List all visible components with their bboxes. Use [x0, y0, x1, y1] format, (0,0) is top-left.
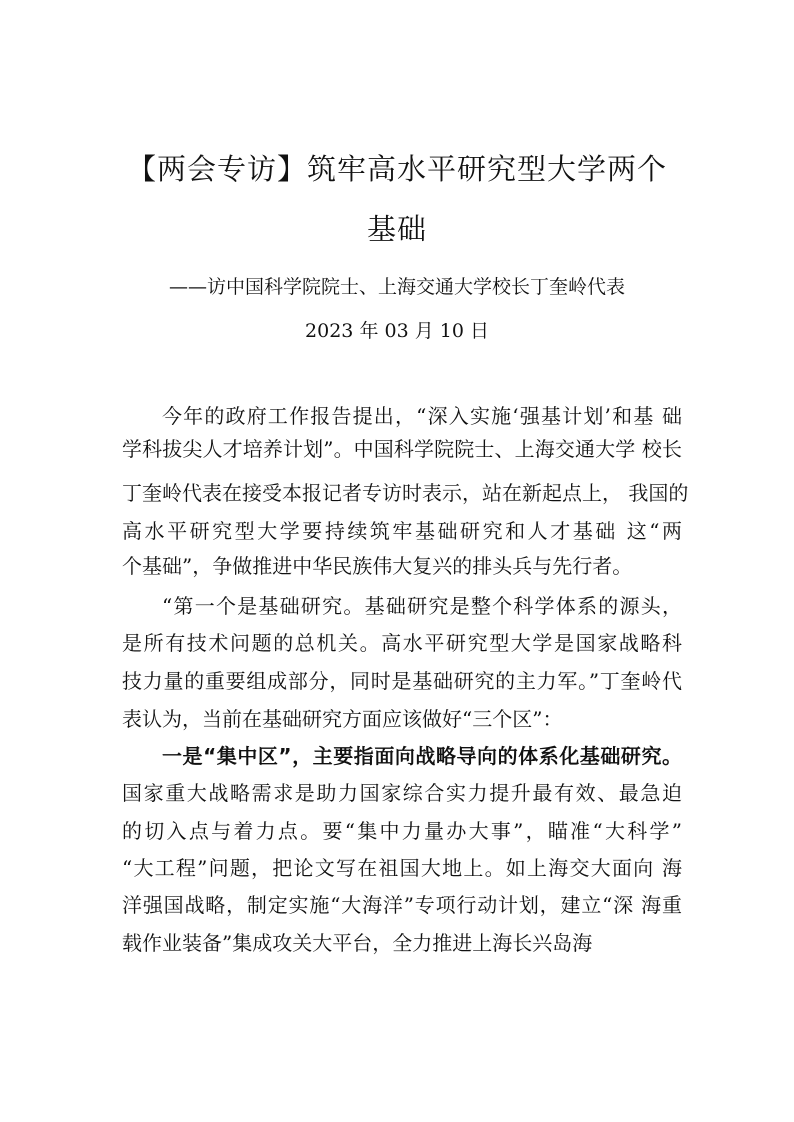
body-line: 洋强国战略，制定实施“大海洋”专项行动计划，建立“深 海重	[122, 893, 682, 917]
body-line-bold: 一是“集中区”，主要指面向战略导向的体系化基础研究。	[162, 744, 682, 768]
body-line: 表认为，当前在基础研究方面应该做好“三个区”：	[122, 707, 563, 731]
body-line: 技力量的重要组成部分，同时是基础研究的主力军。”丁奎岭代	[122, 669, 682, 693]
article-subtitle: ——访中国科学院院士、上海交通大学校长丁奎岭代表	[168, 276, 625, 298]
publish-date: 2023 年 03 月 10 日	[305, 320, 489, 342]
body-line: 个基础”，争做推进中华民族伟大复兴的排头兵与先行者。	[122, 554, 633, 578]
body-line: 的切入点与着力点。要“集中力量办大事”，瞄准“大科学”	[122, 819, 682, 843]
body-line: “第一个是基础研究。基础研究是整个科学体系的源头，	[162, 594, 682, 618]
body-line: 丁奎岭代表在接受本报记者专访时表示，站在新起点上， 我国的	[122, 481, 689, 505]
article-title-line-2: 基础	[366, 212, 427, 246]
body-line: 载作业装备”集成攻关大平台，全力推进上海长兴岛海	[122, 931, 593, 955]
body-line: 学科拔尖人才培养计划”。中国科学院院士、上海交通大学 校长	[122, 437, 682, 461]
body-line: 国家重大战略需求是助力国家综合实力提升最有效、最急迫	[122, 781, 682, 805]
body-line: 今年的政府工作报告提出，“深入实施‘强基计划’和基 础	[162, 404, 682, 428]
body-line: 高水平研究型大学要持续筑牢基础研究和人才基础 这“两	[122, 519, 682, 543]
body-line: 是所有技术问题的总机关。高水平研究型大学是国家战略科	[122, 631, 682, 655]
article-title-line-1: 【两会专访】筑牢高水平研究型大学两个	[126, 152, 667, 186]
body-line: “大工程”问题，把论文写在祖国大地上。如上海交大面向 海	[122, 856, 682, 880]
